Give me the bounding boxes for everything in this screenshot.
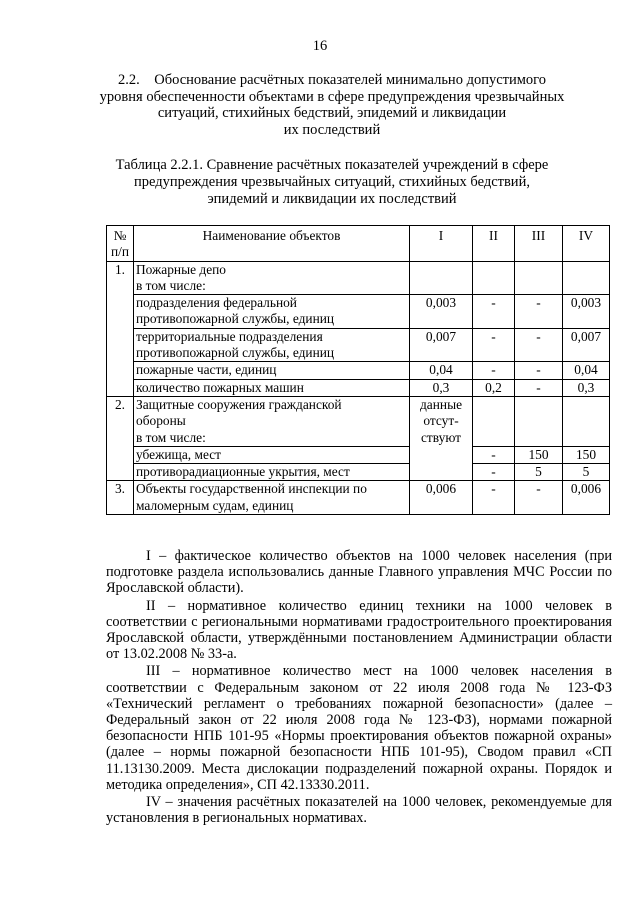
row-name-line: подразделения федеральной — [136, 295, 297, 311]
cell-value: - — [473, 328, 515, 362]
table-caption — [92, 157, 572, 208]
cell-empty — [563, 396, 610, 446]
cell-no-data — [410, 396, 473, 480]
cell-value: - — [515, 362, 563, 379]
header-num-line: № — [113, 228, 127, 243]
cell-value: 0,003 — [563, 295, 610, 329]
cell-value: 0,04 — [410, 362, 473, 379]
table-row — [107, 261, 610, 295]
note-paragraph: I – фактическое количество объектов на 1000 человек населения (при подготовке раздела использовались данные Главного управления МЧС России по Ярославской области). — [106, 548, 612, 597]
row-name — [134, 295, 410, 329]
section-heading-line: 2.2. Обоснование расчётных показателей минимально допустимого — [118, 72, 546, 88]
row-number: 2. — [107, 396, 134, 446]
row-name: количество пожарных машин — [134, 379, 410, 396]
comparison-table — [106, 225, 610, 515]
header-name: Наименование объектов — [134, 226, 410, 262]
row-number: 3. — [107, 481, 134, 515]
cell-empty — [107, 295, 134, 329]
cell-value: - — [515, 295, 563, 329]
table-row — [107, 396, 610, 446]
cell-empty — [473, 396, 515, 446]
row-title-line: в том числе: — [136, 277, 206, 293]
row-title-line: Защитные сооружения гражданской — [136, 396, 342, 412]
row-name-line: маломерным судам, единиц — [136, 497, 294, 513]
row-title-line: обороны — [136, 413, 186, 429]
cell-value: 0,007 — [410, 328, 473, 362]
cell-empty — [563, 261, 610, 295]
cell-empty — [107, 379, 134, 396]
table-caption-line: Таблица 2.2.1. Сравнение расчётных показателей учреждений в сфере — [115, 157, 549, 173]
cell-value: - — [473, 362, 515, 379]
cell-value: - — [473, 464, 515, 481]
cell-value: 5 — [563, 464, 610, 481]
header-col-4: IV — [563, 226, 610, 262]
note-paragraph: II – нормативное количество единиц техники на 1000 человек в соответствии с региональными нормативами градостроительного проектирования Ярославской области, утверждёнными постановлением Администрации области от 13.02.2008 № 33-а. — [106, 597, 612, 663]
notes-section — [106, 548, 612, 826]
row-name-line: Объекты государственной инспекции по — [136, 481, 367, 497]
section-heading-line: их последствий — [283, 121, 381, 138]
cell-value: 0,3 — [410, 379, 473, 396]
row-title — [134, 261, 410, 295]
cell-value: - — [515, 328, 563, 362]
table-header-row — [107, 226, 610, 262]
cell-empty — [515, 396, 563, 446]
page-number: 16 — [312, 38, 328, 54]
cell-value: - — [473, 446, 515, 463]
cell-value: - — [473, 481, 515, 515]
section-heading-line: ситуаций, стихийных бедствий, эпидемий и ликвидации — [157, 105, 507, 121]
row-name-line: противопожарной службы, единиц — [136, 311, 335, 327]
row-name-line: противопожарной службы, единиц — [136, 345, 335, 361]
cell-value: 0,006 — [563, 481, 610, 515]
cell-value: 0,003 — [410, 295, 473, 329]
table-row — [107, 464, 610, 481]
row-title — [134, 396, 410, 446]
row-name: убежища, мест — [134, 446, 410, 463]
table-row — [107, 446, 610, 463]
table-row — [107, 328, 610, 362]
cell-empty — [515, 261, 563, 295]
cell-value: 150 — [515, 446, 563, 463]
header-col-2: II — [473, 226, 515, 262]
cell-value: - — [473, 295, 515, 329]
cell-empty — [473, 261, 515, 295]
table-row — [107, 379, 610, 396]
cell-value: 150 — [563, 446, 610, 463]
cell-value: 0,006 — [410, 481, 473, 515]
row-number: 1. — [107, 261, 134, 295]
cell-empty — [107, 362, 134, 379]
cell-value: - — [515, 379, 563, 396]
note-paragraph: IV – значения расчётных показателей на 1000 человек, рекомендуемые для установления в региональных нормативах. — [106, 794, 612, 827]
no-data-line: данные — [419, 396, 463, 412]
header-num-line: п/п — [110, 244, 130, 260]
no-data-line: ствуют — [420, 429, 462, 445]
table-row — [107, 481, 610, 515]
row-name: пожарные части, единиц — [134, 362, 410, 379]
cell-empty — [107, 464, 134, 481]
table-row — [107, 362, 610, 379]
cell-value: - — [515, 481, 563, 515]
row-title-line: Пожарные депо — [136, 261, 226, 277]
table-row — [107, 295, 610, 329]
header-col-1: I — [410, 226, 473, 262]
section-heading — [92, 72, 572, 138]
cell-value: 0,007 — [563, 328, 610, 362]
cell-value: 0,2 — [473, 379, 515, 396]
cell-empty — [107, 328, 134, 362]
header-num — [107, 226, 134, 262]
note-paragraph: III – нормативное количество мест на 1000 человек населения в соответствии с Федеральным законом от 22 июля 2008 года № 123-ФЗ «Технический регламент о требованиях пожарной безопасности» (далее – Федеральный закон от 22 июля 2008 года № 123-ФЗ), нормами пожарной безопасности НПБ 101-95 «Нормы проектирования объектов пожарной охраны» (далее – нормы пожарной безопасности НПБ 101-95), Сводом правил «СП 11.13130.2009. Места дислокации подразделений пожарной охраны. Порядок и методика определения», СП 42.13330.2011. — [106, 663, 612, 793]
row-name: противорадиационные укрытия, мест — [134, 464, 410, 481]
row-name-line: территориальные подразделения — [136, 328, 323, 344]
row-name — [134, 328, 410, 362]
cell-empty — [410, 261, 473, 295]
table-caption-line: эпидемий и ликвидации их последствий — [207, 191, 457, 207]
row-title-line: в том числе: — [136, 429, 206, 445]
section-heading-line: уровня обеспеченности объектами в сфере предупреждения чрезвычайных — [99, 88, 565, 105]
no-data-line: отсут- — [423, 413, 459, 429]
cell-empty — [107, 446, 134, 463]
row-name — [134, 481, 410, 515]
table-caption-line: предупреждения чрезвычайных ситуаций, стихийных бедствий, — [134, 174, 530, 190]
cell-value: 0,04 — [563, 362, 610, 379]
header-col-3: III — [515, 226, 563, 262]
cell-value: 0,3 — [563, 379, 610, 396]
cell-value: 5 — [515, 464, 563, 481]
